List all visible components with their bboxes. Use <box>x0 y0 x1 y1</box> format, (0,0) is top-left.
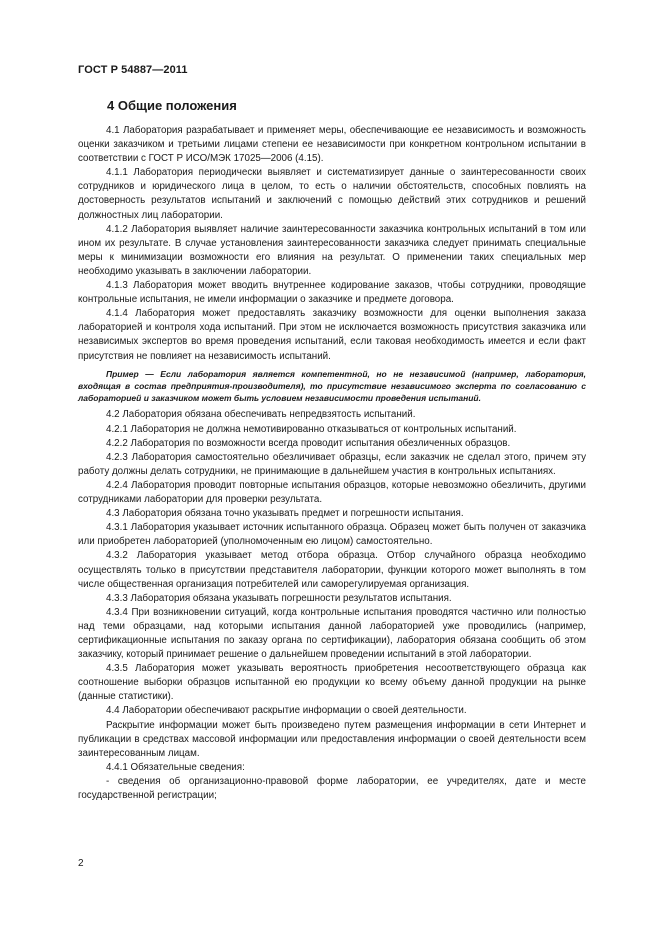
paragraph-4-1-3: 4.1.3 Лаборатория может вводить внутреннее кодирование заказов, чтобы сотрудники, проводящие контрольные испытания, не имели информации о заказчике и предмете договора. <box>78 280 586 306</box>
paragraph-4-3-1: 4.3.1 Лаборатория указывает источник испытанного образца. Образец может быть получен от заказчика или приобретен лабораторией (уполномоченным ею лицом) самостоятельно. <box>78 522 586 548</box>
paragraph-4-2-2: 4.2.2 Лаборатория по возможности всегда проводит испытания обезличенных образцов. <box>106 437 511 449</box>
section-title: 4 Общие положения <box>107 98 237 113</box>
paragraph-4-4-1: 4.4.1 Обязательные сведения: <box>106 761 245 773</box>
paragraph-4-3-5: 4.3.5 Лаборатория может указывать вероятность приобретения несоответствующего образца как соотношение выборки образцов испытанной ею продукции ко всему объему данной продукции на рынке (данные статистики). <box>78 663 586 703</box>
paragraph-4-3-3: 4.3.3 Лаборатория обязана указывать погрешности результатов испытания. <box>106 592 452 604</box>
paragraph-4-1-4: 4.1.4 Лаборатория может предоставлять заказчику возможности для оценки выполнения заказа лабораторией и контроля хода испытаний. При этом не исключается возможность присутствия заказчика или независимых экспертов во время проведения испытаний, если таковая необходимость имеется и если факт присутствия не повлияет на независимость испытаний. <box>78 308 586 362</box>
paragraph-4-1: 4.1 Лаборатория разрабатывает и применяет меры, обеспечивающие ее независимость и возможность оценки заказчиком и третьими лицами степени ее независимости при конкретном контрольном испытании в соответствии с ГОСТ Р ИСО/МЭК 17025—2006 (4.15). <box>78 125 586 165</box>
document-header: ГОСТ Р 54887—2011 <box>78 64 188 76</box>
paragraph-4-2-4: 4.2.4 Лаборатория проводит повторные испытания образцов, которые невозможно обезличить, другими сотрудниками лаборатории для проверки результата. <box>78 479 586 506</box>
paragraph-4-2-3: 4.2.3 Лаборатория самостоятельно обезличивает образцы, если заказчик не сделал этого, причем эту работу должны делать сотрудники, не принимающие в дальнейшем участия в контрольных испытаниях. <box>78 451 586 477</box>
paragraph-4-4: 4.4 Лаборатории обеспечивают раскрытие информации о своей деятельности. <box>106 705 467 717</box>
example-note: Пример — Если лаборатория является компетентной, но не независимой (например, лаборатория, входящая в состав предприятия-производителя), то присутствие независимого эксперта по согласованию с лабораторией и заказчиком может быть условием независимости проведения испытаний. <box>78 368 586 404</box>
paragraph-4-2: 4.2 Лаборатория обязана обеспечивать непредвзятость испытаний. <box>106 409 416 421</box>
list-item-registration: - сведения об организационно-правовой форме лаборатории, ее учредителях, дате и месте государственной регистрации; <box>78 775 586 802</box>
paragraph-4-3-2: 4.3.2 Лаборатория указывает метод отбора образца. Отбор случайного образца необходимо осуществлять только в присутствии представителя лаборатории, функции которого может выполнять в том числе общественная организация потребителей или саморегулируемая организация. <box>78 550 586 590</box>
paragraph-4-1-2: 4.1.2 Лаборатория выявляет наличие заинтересованности заказчика контрольных испытаний в том или ином их результате. В случае установления заинтересованности заказчика следует принимать специальные меры к минимизации возможности его влияния на результат. О применении таких специальных мер необходимо указывать в заключении лаборатории. <box>78 223 586 277</box>
paragraph-4-1-1: 4.1.1 Лаборатория периодически выявляет и систематизирует данные о заинтересованности своих сотрудников и юридического лица в целом, то есть о наличии обстоятельств, способных повлиять на достоверность результатов испытаний и заключений с помощью действий этих сотрудников и решений должностных лиц лаборатории. <box>78 167 586 221</box>
page-number: 2 <box>78 858 84 869</box>
paragraph-4-3: 4.3 Лаборатория обязана точно указывать предмет и погрешности испытания. <box>106 508 464 520</box>
paragraph-4-3-4: 4.3.4 При возникновении ситуаций, когда контрольные испытания проводятся частично или полностью над теми образцами, над которыми испытания данной лабораторией уже проводились (например, сертификационные испытания по заказу органа по сертификации), лаборатория обязана сообщить об этом заказчику, который принимает решение о дальнейшем проведении испытаний в этой лаборатории. <box>78 606 586 661</box>
paragraph-disclosure: Раскрытие информации может быть произведено путем размещения информации в сети Интернет и публикации в средствах массовой информации или предоставления информации о своей деятельности всем заинтересованным лицам. <box>78 719 586 759</box>
paragraph-4-2-1: 4.2.1 Лаборатория не должна немотивированно отказываться от контрольных испытаний. <box>106 423 517 435</box>
document-body <box>78 124 586 803</box>
